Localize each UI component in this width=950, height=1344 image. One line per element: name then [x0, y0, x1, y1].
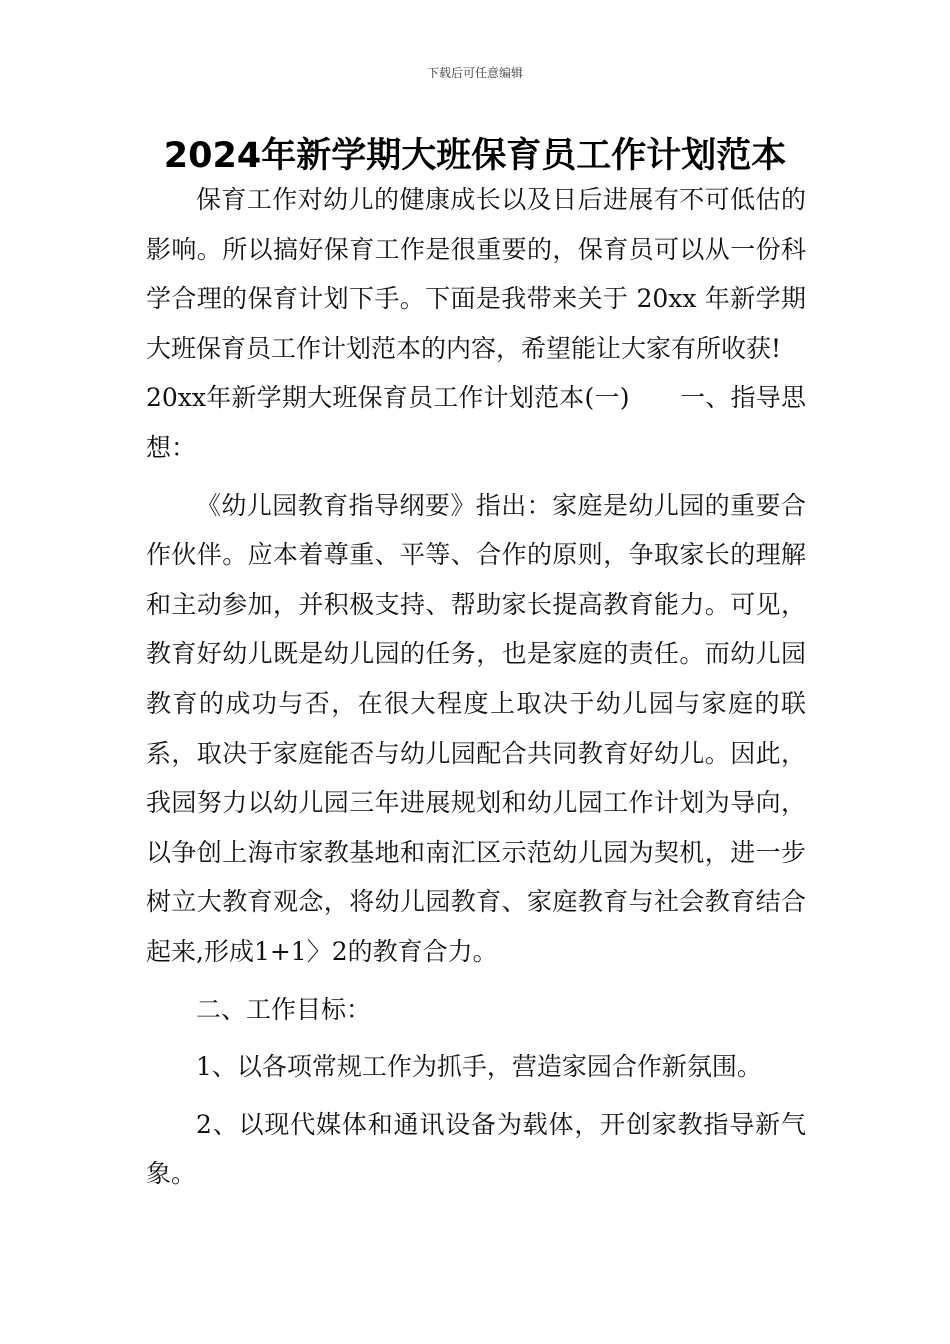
- goal-item-1: 1、以各项常规工作为抓手，营造家园合作新氛围。: [196, 1052, 762, 1082]
- intro-paragraph: 保育工作对幼儿的健康成长以及日后进展有不可低估的影响。所以搞好保育工作是很重要的，保育员可以从一份科学合理的保育计划下手。下面是我带来关于 20xx 年新学期大班保育员工作计划范本的内容，希望能让大家有所收获!: [146, 185, 806, 363]
- guiding-thought-paragraph: 《幼儿园教育指导纲要》指出：家庭是幼儿园的重要合作伙伴。应本着尊重、平等、合作的原则，争取家长的理解和主动参加，并积极支持、帮助家长提高教育能力。可见，教育好幼儿既是幼儿园的任务，也是家庭的责任。而幼儿园教育的成功与否，在很大程度上取决于幼儿园与家庭的联系，取决于家庭能否与幼儿园配合共同教育好幼儿。因此，我园努力以幼儿园三年进展规划和幼儿园工作计划为导向，以争创上海市家教基地和南汇区示范幼儿园为契机，进一步树立大教育观念，将幼儿园教育、家庭教育与社会教育结合起来,形成1+1〉2的教育合力。: [146, 490, 806, 966]
- document-body: [146, 175, 806, 1199]
- section-heading: 20xx年新学期大班保育员工作计划范本(一) 一、指导思想：: [146, 383, 806, 462]
- goal-item-2: 2、以现代媒体和通讯设备为载体，开创家教指导新气象。: [146, 1109, 806, 1189]
- document-title: 2024年新学期大班保育员工作计划范本: [163, 136, 787, 176]
- work-goals-heading: 二、工作目标：: [196, 994, 372, 1024]
- page-header-note: 下载后可任意编辑: [426, 66, 523, 80]
